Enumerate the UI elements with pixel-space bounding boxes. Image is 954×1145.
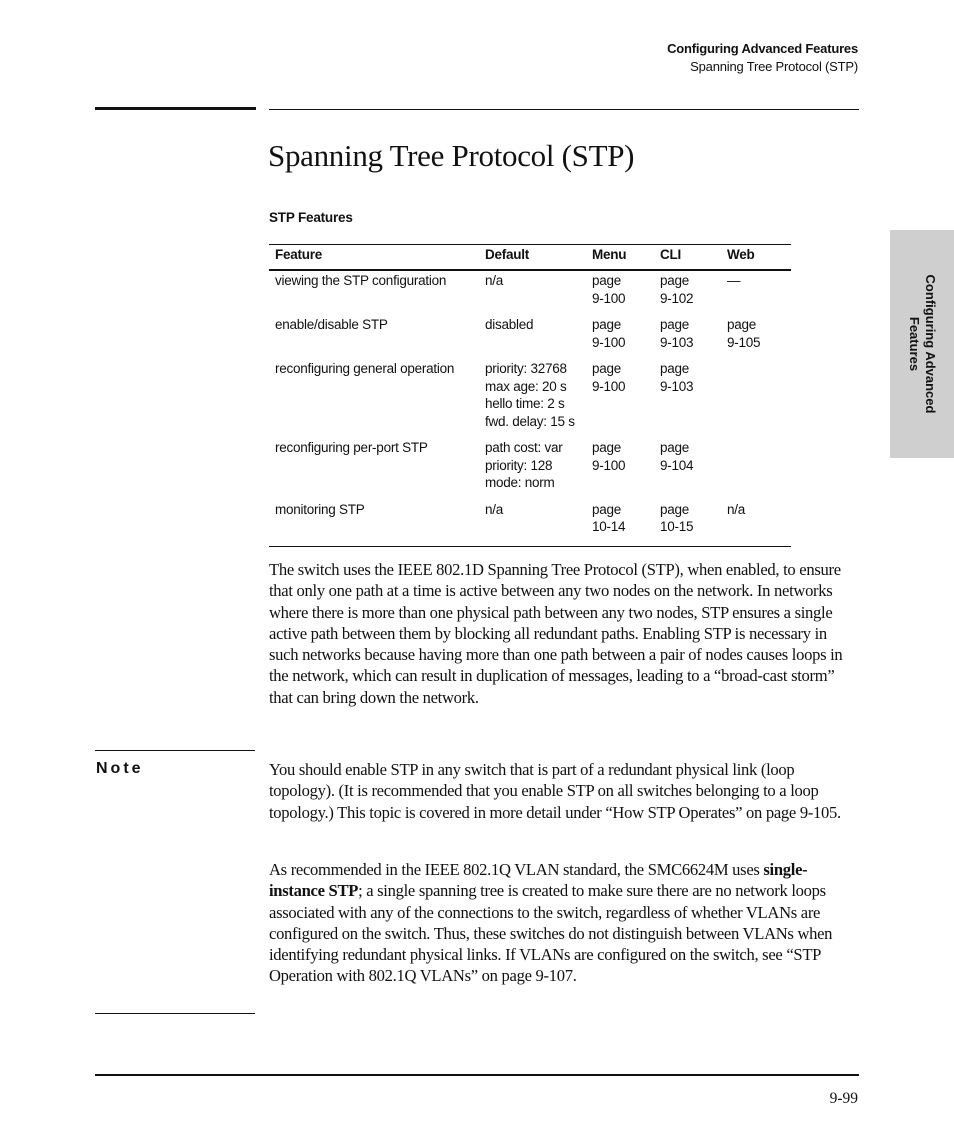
cell-line: — (727, 273, 741, 288)
cell-line: 9-103 (660, 334, 694, 350)
cell-default (479, 501, 586, 547)
cell-line: 9-102 (660, 290, 694, 306)
column-header-cli: CLI (654, 245, 721, 271)
cell-line: 9-105 (727, 334, 761, 350)
cell-cli (654, 316, 721, 360)
intro-paragraph: The switch uses the IEEE 802.1D Spanning Tree Protocol (STP), when enabled, to ensure that only one path at a time is active between any two nodes on the network. In networks where there is more than one physical path between any two nodes, STP ensures a single active path between them by blocking all redundant paths. Enabling STP is necessary in such networks because having more than one path between a pair of nodes causes loops in the network, which can result in duplication of messages, leading to a “broad-cast storm” that can bring down the network. (269, 560, 843, 707)
table-row (269, 360, 791, 439)
note-paragraph-1: You should enable STP in any switch that is part of a redundant physical link (loop topology). (It is recommended that you enable STP on all switches belonging to a loop topology.) This topic is covered in more detail under “How STP Operates” on page 9-105. (269, 760, 841, 822)
cell-cli (654, 270, 721, 316)
note-rule-bottom (95, 1013, 255, 1014)
cell-default (479, 270, 586, 316)
cell-line: 10-14 (592, 519, 626, 534)
cell-line: page (660, 361, 690, 376)
cell-line: 9-100 (592, 378, 626, 394)
cell-line: priority: 32768 (485, 361, 567, 376)
cell-menu (586, 316, 654, 360)
cell-line: 9-100 (592, 334, 626, 350)
cell-web (721, 501, 791, 547)
table-row (269, 501, 791, 547)
cell-feature: enable/disable STP (275, 317, 388, 332)
cell-line: disabled (485, 317, 534, 332)
cell-line: page (660, 440, 690, 455)
column-header-default: Default (479, 245, 586, 271)
cell-web (721, 439, 791, 501)
running-header-section: Spanning Tree Protocol (STP) (690, 59, 858, 74)
table-row (269, 439, 791, 501)
cell-default (479, 316, 586, 360)
table-row (269, 270, 791, 316)
cell-feature: reconfiguring per-port STP (275, 440, 428, 455)
side-tab-label (906, 239, 938, 449)
table-caption: STP Features (269, 210, 353, 225)
cell-line: 10-15 (660, 519, 694, 534)
cell-menu (586, 270, 654, 316)
side-tab-line-2: Features (907, 316, 922, 372)
cell-web (721, 270, 791, 316)
cell-feature: reconfiguring general operation (275, 361, 455, 376)
note-paragraph-2-lead: As recommended in the IEEE 802.1Q VLAN standard, the SMC6624M uses (269, 860, 764, 879)
cell-cli (654, 360, 721, 439)
cell-line: page (592, 501, 622, 517)
cell-line: mode: norm (485, 475, 555, 490)
cell-default (479, 360, 586, 439)
note-label: Note (96, 760, 144, 777)
cell-line: page (592, 440, 622, 455)
running-header-chapter: Configuring Advanced Features (667, 41, 858, 56)
stp-features-table (269, 244, 791, 547)
cell-line: page (660, 273, 690, 288)
cell-line: 9-100 (592, 457, 626, 473)
cell-line: path cost: var (485, 440, 563, 455)
cell-line: page (592, 273, 622, 288)
table-row (269, 316, 791, 360)
cell-line: page (660, 317, 690, 332)
header-rule-left (95, 107, 256, 110)
cell-line: page (592, 317, 622, 332)
cell-line: page (727, 317, 757, 332)
cell-menu (586, 501, 654, 547)
cell-line: page (592, 361, 622, 376)
cell-menu (586, 360, 654, 439)
page-number: 9-99 (829, 1090, 858, 1107)
cell-menu (586, 439, 654, 501)
chapter-side-tab (890, 230, 954, 458)
note-paragraph-2 (269, 859, 859, 987)
side-tab-line-1: Configuring Advanced (923, 274, 938, 414)
page-title: Spanning Tree Protocol (STP) (268, 138, 635, 173)
column-header-feature: Feature (269, 245, 479, 271)
cell-feature: viewing the STP configuration (275, 273, 447, 288)
table-header-row (269, 245, 791, 271)
cell-line: n/a (485, 273, 504, 288)
cell-line: 9-103 (660, 378, 694, 394)
cell-feature: monitoring STP (269, 501, 479, 547)
note-paragraph-2-rest: ; a single spanning tree is created to make sure there are no network loops associated with any of the connections to the switch, regardless of whether VLANs are configured on the switch. Thus, these switches do not distinguish between VLANs when identifying redundant physical links. If VLANs are configured on the switch, see “STP Operation with 802.1Q VLANs” on page 9-107. (269, 881, 833, 986)
column-header-web: Web (721, 245, 791, 271)
footer-rule (95, 1074, 859, 1076)
cell-line: hello time: 2 s (485, 396, 565, 411)
column-header-menu: Menu (586, 245, 654, 271)
cell-line: 9-100 (592, 290, 626, 306)
cell-line: 9-104 (660, 457, 694, 473)
cell-line: n/a (727, 501, 746, 517)
cell-web (721, 316, 791, 360)
cell-line: n/a (485, 501, 504, 517)
note-rule-top (95, 750, 255, 751)
cell-default (479, 439, 586, 501)
cell-line: fwd. delay: 15 s (485, 413, 575, 429)
cell-web (721, 360, 791, 439)
cell-cli (654, 439, 721, 501)
single-instance-stp-term: single-instance STP (269, 860, 808, 901)
cell-cli (654, 501, 721, 547)
header-rule-right (269, 109, 859, 110)
cell-line: priority: 128 (485, 457, 553, 473)
cell-line: max age: 20 s (485, 378, 567, 394)
cell-line: page (660, 501, 690, 517)
